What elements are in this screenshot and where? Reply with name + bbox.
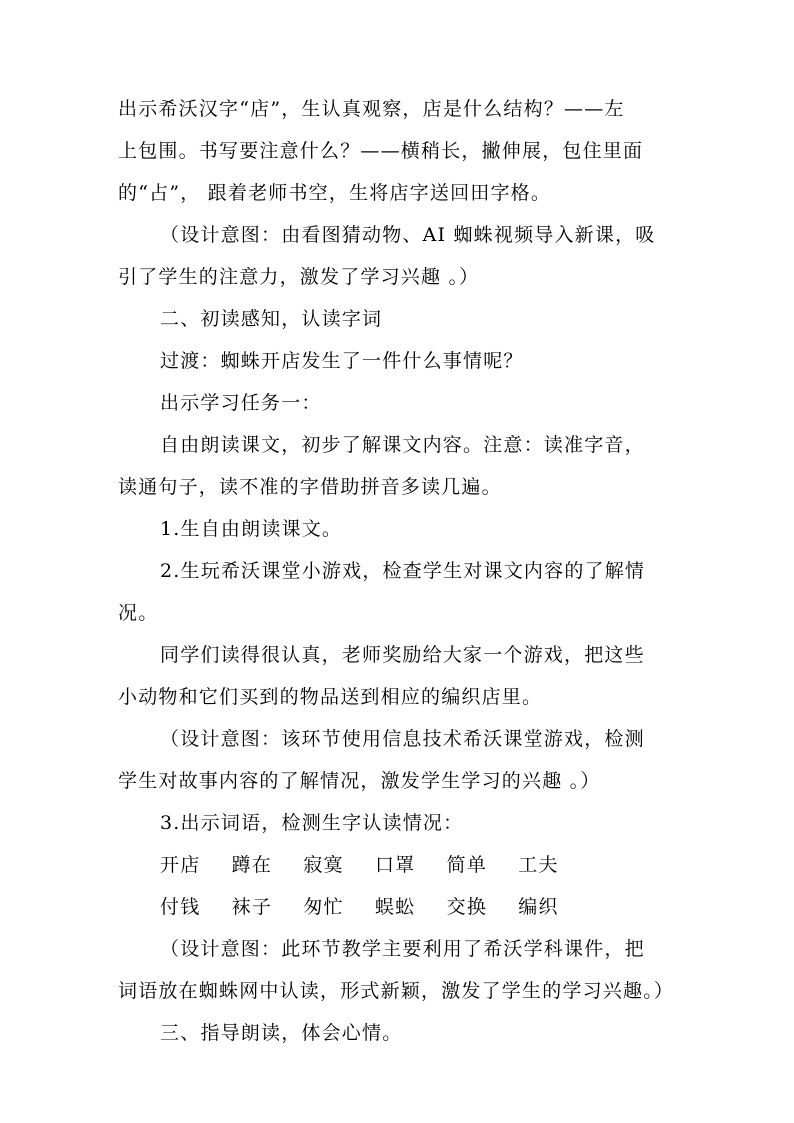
paragraph-line: 的“占”， 跟着老师书空，生将店字送回田字格。 (118, 182, 552, 204)
vocab-word: 工夫 (518, 854, 559, 876)
document-body (118, 88, 684, 1054)
paragraph-line: 上包围。书写要注意什么？——横稍长，撇伸展，包住里面 (118, 140, 644, 162)
section-heading: 三、指导朗读，体会心情。 (160, 1022, 403, 1044)
paragraph-line: 小动物和它们买到的物品送到相应的编织店里。 (118, 686, 543, 708)
paragraph-line: 自由朗读课文，初步了解课文内容。注意：读准字音， (160, 434, 645, 456)
design-intent-line: 词语放在蜘蛛网中认读，形式新颖，激发了学生的学习兴趣。） (118, 980, 675, 1002)
vocab-word: 付钱 (160, 896, 201, 918)
design-intent-line: 引了学生的注意力，激发了学习兴趣 。） (118, 266, 480, 288)
numbered-item: 3.出示词语，检测生字认读情况： (160, 812, 464, 834)
vocab-word: 交换 (446, 896, 488, 918)
numbered-item: 1.生自由朗读课文。 (160, 518, 343, 540)
design-intent-line: 学生对故事内容的了解情况，激发学生学习的兴趣 。） (118, 770, 601, 792)
vocab-word: 开店 (160, 854, 201, 876)
vocab-word: 匆忙 (303, 896, 344, 918)
numbered-item-continuation: 况。 (118, 602, 159, 624)
task-heading: 出示学习任务一： (160, 392, 322, 414)
section-heading: 二、初读感知，认读字词 (160, 308, 383, 330)
word-list-row (118, 844, 684, 886)
paragraph-line: 读通句子，读不准的字借助拼音多读几遍。 (118, 476, 502, 498)
vocab-word: 蜈蚣 (374, 896, 416, 918)
design-intent-line: （设计意图：由看图猜动物、AI 蜘蛛视频导入新课，吸 (160, 224, 656, 246)
vocab-word: 寂寞 (303, 854, 344, 876)
word-list-row (118, 886, 684, 928)
vocab-word: 简单 (446, 854, 488, 876)
design-intent-line: （设计意图：此环节教学主要利用了希沃学科课件，把 (160, 938, 645, 960)
vocab-word: 蹲在 (231, 854, 273, 876)
paragraph-line: 同学们读得很认真，老师奖励给大家一个游戏，把这些 (160, 644, 645, 666)
numbered-item: 2.生玩希沃课堂小游戏，检查学生对课文内容的了解情 (160, 560, 646, 582)
vocab-word: 口罩 (374, 854, 416, 876)
paragraph-line: 出示希沃汉字“店”，生认真观察，店是什么结构？——左 (118, 98, 625, 120)
paragraph-line: 过渡：蜘蛛开店发生了一件什么事情呢？ (160, 350, 524, 372)
vocab-word: 编织 (518, 896, 559, 918)
design-intent-line: （设计意图：该环节使用信息技术希沃课堂游戏，检测 (160, 728, 645, 750)
vocab-word: 袜子 (231, 896, 273, 918)
